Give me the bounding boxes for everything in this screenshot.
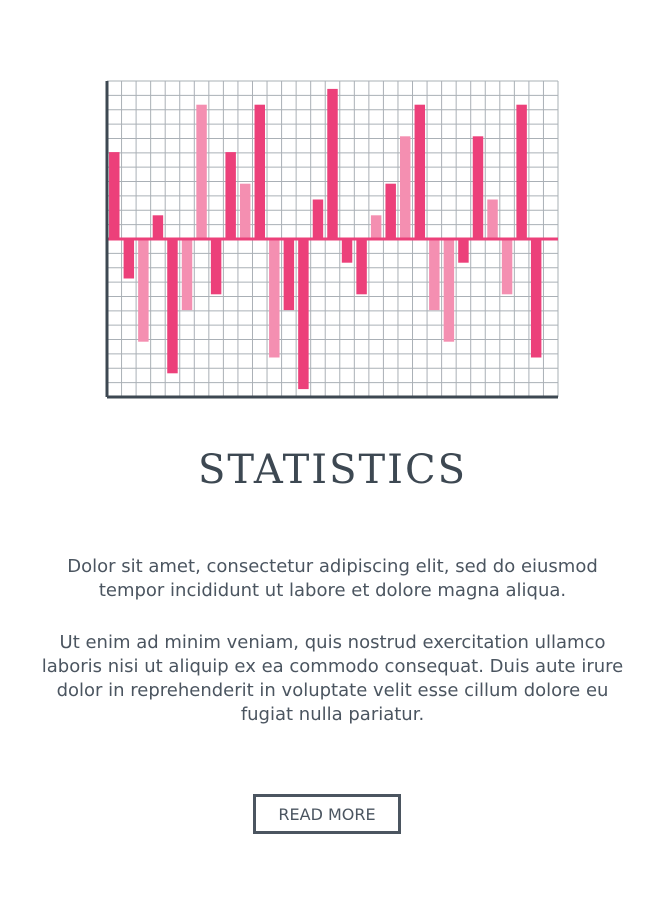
read-more-button[interactable]: READ MORE — [253, 794, 401, 834]
chart-bar — [153, 215, 163, 239]
chart-bar — [124, 239, 134, 279]
chart-bar — [473, 136, 483, 239]
chart-bar — [502, 239, 512, 294]
intro-paragraph: Dolor sit amet, consectetur adipiscing elit, sed do eiusmod tempor incididunt ut labore et dolore magna aliqua. — [67, 556, 598, 601]
chart-bar — [298, 239, 308, 389]
chart-bar — [167, 239, 177, 373]
chart-bar — [356, 239, 366, 294]
chart-bar — [196, 105, 206, 239]
chart-bar — [109, 152, 119, 239]
chart-bar — [255, 105, 265, 239]
chart-bar — [371, 215, 381, 239]
chart-bar — [313, 200, 323, 240]
chart-bar — [458, 239, 468, 263]
chart-bar — [182, 239, 192, 310]
chart-bar — [385, 184, 395, 239]
chart-bar — [487, 200, 497, 240]
chart-bar — [211, 239, 221, 294]
chart-bar — [415, 105, 425, 239]
statistics-bar-chart — [0, 0, 665, 420]
chart-bar — [429, 239, 439, 310]
chart-bar — [516, 105, 526, 239]
chart-bar — [444, 239, 454, 342]
chart-bar — [284, 239, 294, 310]
chart-bar — [269, 239, 279, 358]
chart-bar — [342, 239, 352, 263]
chart-bar — [531, 239, 541, 358]
page-title: STATISTICS — [198, 447, 467, 493]
body-paragraph: Ut enim ad minim veniam, quis nostrud exercitation ullamco laboris nisi ut aliquip ex ea commodo consequat. Duis aute irure dolor in reprehenderit in voluptate velit esse cillum dolore eu fugiat nulla pariatur. — [41, 632, 624, 725]
chart-bar — [240, 184, 250, 239]
chart-bar — [400, 136, 410, 239]
chart-bar — [327, 89, 337, 239]
chart-bar — [225, 152, 235, 239]
chart-bar — [138, 239, 148, 342]
